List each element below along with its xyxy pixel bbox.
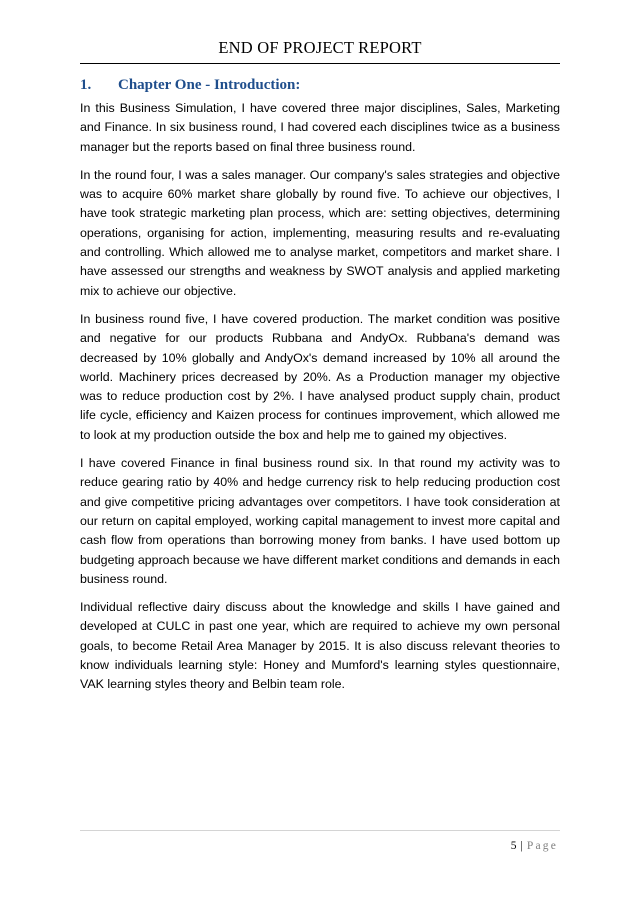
page-separator: | <box>520 840 523 852</box>
header-divider <box>80 63 560 64</box>
paragraph-finance-round: I have covered Finance in final business round six. In that round my activity was to reduce gearing ratio by 40% and hedge currency risk to help reducing production cost and give competitive pricing advantages over competitors. I have took consideration at our return on capital employed, working capital management to invest more capital and cash flow from operations than borrowing money from banks. I have used bottom up budgeting approach because we have different market conditions and demands in each business round. <box>80 456 560 586</box>
page-label: Page <box>526 840 558 852</box>
page-footer <box>511 838 558 854</box>
page-number: 5 <box>510 840 517 852</box>
report-title: END OF PROJECT REPORT <box>218 38 422 57</box>
page-header <box>80 38 560 60</box>
paragraph-reflective-diary: Individual reflective dairy discuss about the knowledge and skills I have gained and developed at CULC in past one year, which are required to achieve my own personal goals, to become Retail Area Manager by 2015. It is also discuss relevant theories to know individuals learning style: Honey and Mumford's learning styles questionnaire, VAK learning styles theory and Belbin team role. <box>80 600 560 692</box>
paragraph-production-round: In business round five, I have covered production. The market condition was positive and negative for our products Rubbana and AndyOx. Rubbana's demand was decreased by 10% globally and AndyOx's demand increased by 10% all around the world. Machinery prices decreased by 20%. As a Production manager my objective was to reduce production cost by 2%. I have analysed product supply chain, product life cycle, efficiency and Kaizen process for continues improvement, which allowed me to look at my production outside the box and help me to gained my objectives. <box>80 311 560 442</box>
body-text <box>80 99 560 704</box>
paragraph-intro: In this Business Simulation, I have covered three major disciplines, Sales, Marketing and Finance. In six business round, I had covered each disciplines twice as a business manager but the reports based on final three business round. <box>80 101 560 154</box>
chapter-heading <box>80 75 560 95</box>
footer-divider <box>80 830 560 831</box>
chapter-title: Chapter One - Introduction: <box>118 77 301 93</box>
paragraph-sales-round: In the round four, I was a sales manager. Our company's sales strategies and objective was to acquire 60% market share globally by round five. To achieve our objectives, I have took strategic marketing plan process, which are: setting objectives, determining operations, organising for action, implementing, measuring results and re-evaluating and controlling. Which allowed me to analyse market, competitors and market share. I have assessed our strengths and weakness by SWOT analysis and applied marketing mix to achieve our objective. <box>80 167 560 298</box>
chapter-number: 1. <box>80 77 92 93</box>
